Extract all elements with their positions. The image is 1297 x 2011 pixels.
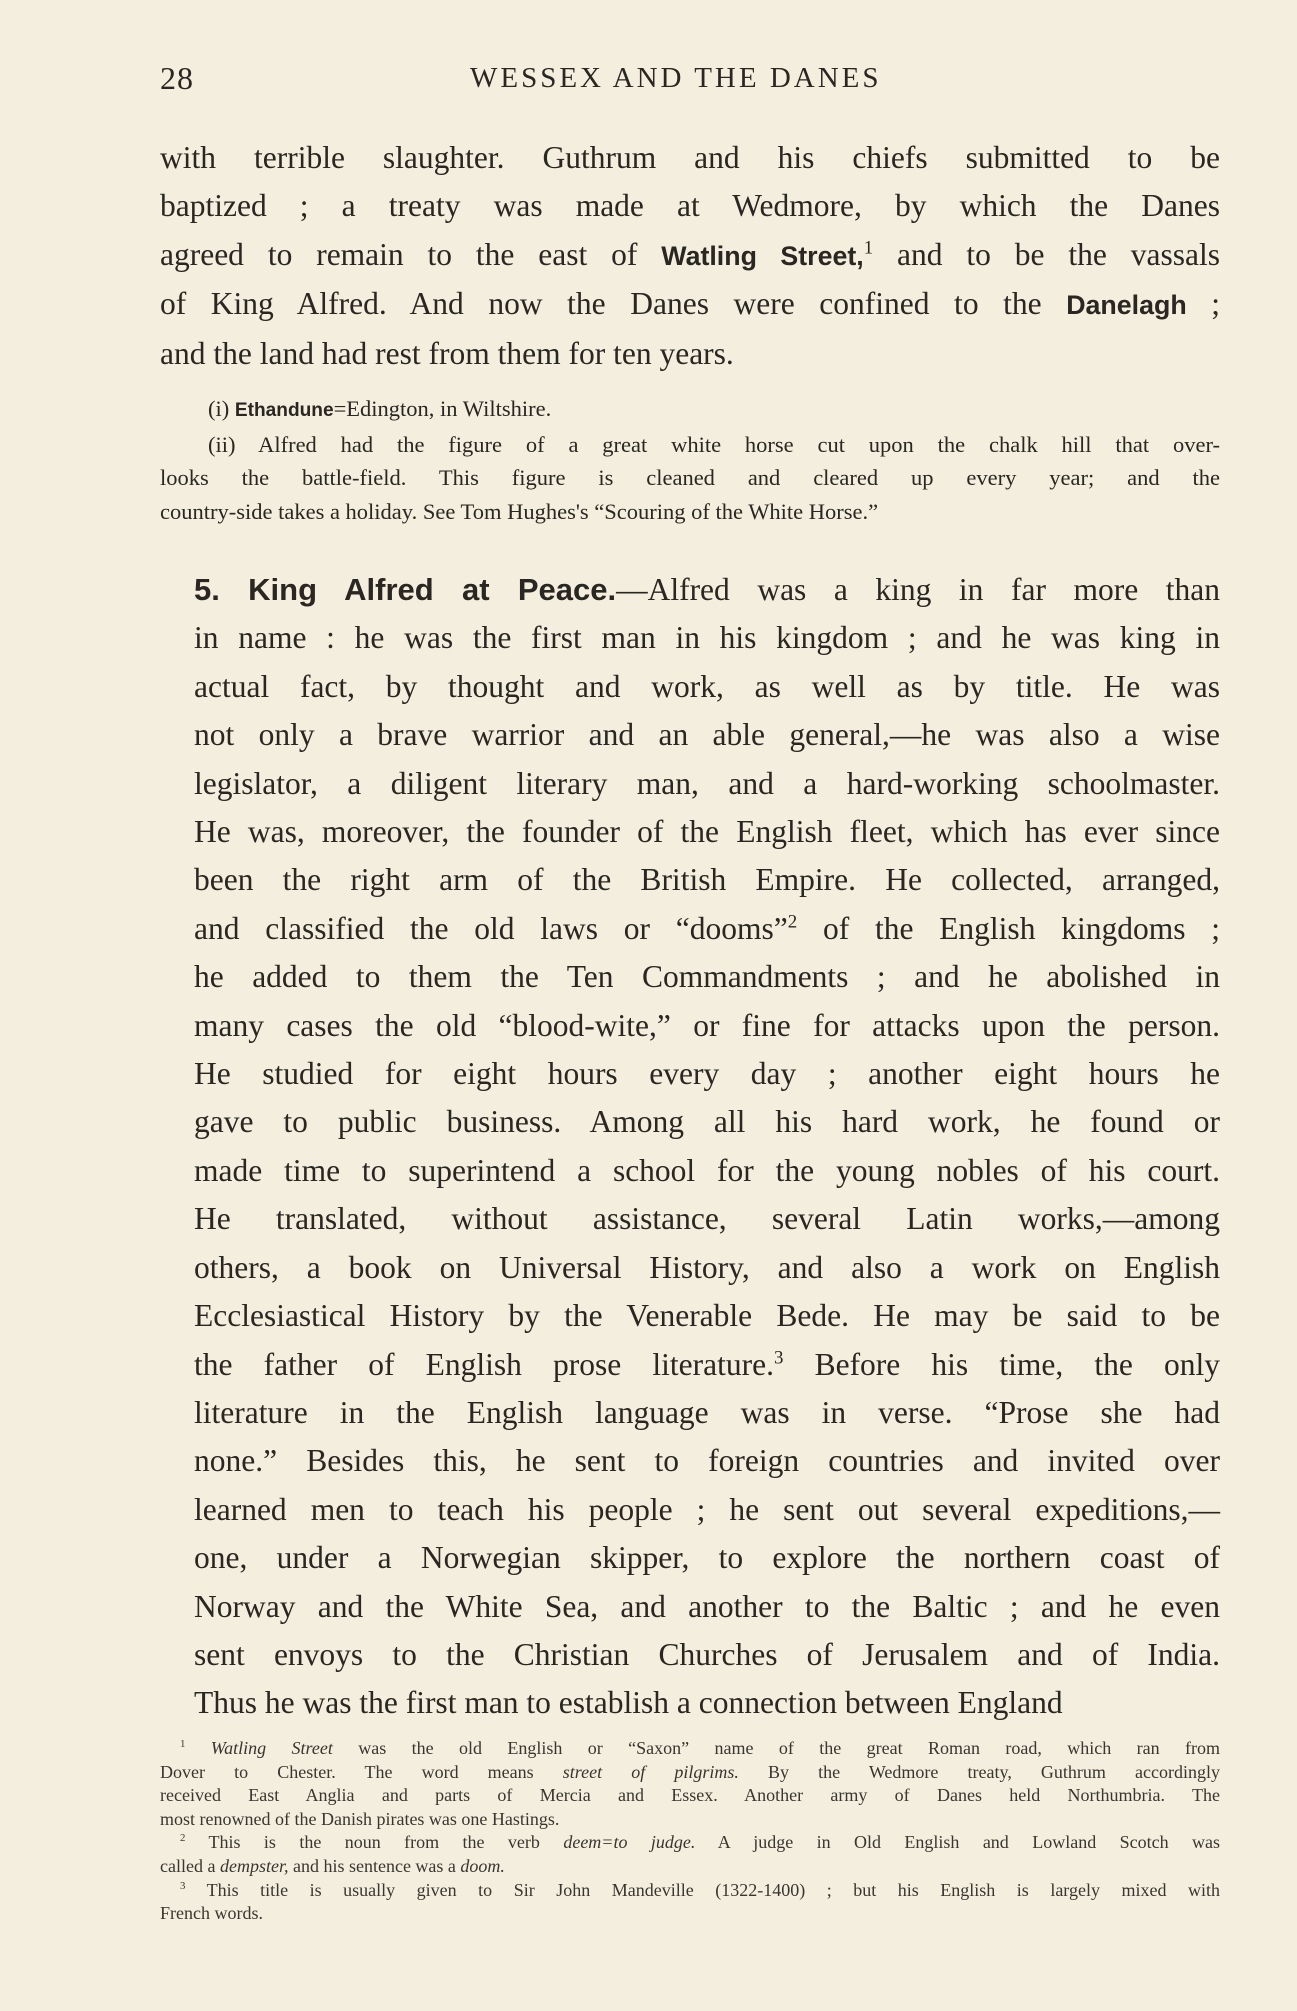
text-line: actual fact, by thought and work, as well as by title. He was <box>194 668 1220 704</box>
text-line: literature in the English language was in verse. “Prose she had <box>194 1394 1220 1430</box>
page-number: 28 <box>160 60 194 96</box>
running-title: WESSEX AND THE DANES <box>470 62 882 94</box>
text-line: He studied for eight hours every day ; another eight hours he <box>194 1056 1220 1092</box>
footnotes <box>160 1737 1220 1926</box>
text-line: Thus he was the first man to establish a connection between England <box>194 1685 1063 1721</box>
footnote-1-line: Dover to Chester. The word means street of pilgrims. By the Wedmore treaty, Guthrum accordingly <box>160 1761 1220 1782</box>
text-line: 5. King Alfred at Peace.—Alfred was a king in far more than <box>194 572 1220 607</box>
text-line: legislator, a diligent literary man, and a hard-working schoolmaster. <box>194 765 1220 801</box>
text-line: been the right arm of the British Empire. He collected, arranged, <box>194 862 1220 898</box>
paragraph-guthrum-treaty <box>160 134 1220 378</box>
text-line: baptized ; a treaty was made at Wedmore, by which the Danes <box>160 188 1220 224</box>
text-line: one, under a Norwegian skipper, to explore the northern coast of <box>194 1540 1220 1576</box>
margin-notes <box>160 392 1220 528</box>
text-line: none.” Besides this, he sent to foreign countries and invited over <box>194 1443 1220 1479</box>
term-ethandune: Ethandune <box>234 400 334 421</box>
text-line: made time to superintend a school for the young nobles of his court. <box>194 1152 1220 1188</box>
text-line: the father of English prose literature.$^3$ Before his time, the only <box>194 1346 1220 1382</box>
note-i: (i) Ethandune=Edington, in Wiltshire. <box>208 396 552 421</box>
footnote-1-line: received East Anglia and parts of Mercia and Essex. Another army of Danes held Northumbria. The <box>160 1785 1220 1806</box>
text-line: Norway and the White Sea, and another to the Baltic ; and he even <box>194 1588 1220 1624</box>
text-line: sent envoys to the Christian Churches of Jerusalem and of India. <box>194 1636 1220 1672</box>
footnote-2: $^2$ This is the noun from the verb deem=to judge. A judge in Old English and Lowland Scotch was <box>180 1832 1220 1853</box>
footnote-1: $^1$ Watling Street was the old English or “Saxon” name of the great Roman road, which ran from <box>180 1738 1221 1758</box>
footnote-ref-3: 3 <box>773 1347 784 1368</box>
term-danelagh: Danelagh <box>1066 290 1187 321</box>
text-line: and classified the old laws or “dooms”$^2$ of the English kingdoms ; <box>194 910 1220 946</box>
text-line: in name : he was the first man in his kingdom ; and he was king in <box>194 620 1220 656</box>
text-line: not only a brave warrior and an able general,—he was also a wise <box>194 717 1220 753</box>
text-line: He translated, without assistance, several Latin works,—among <box>194 1201 1220 1237</box>
text-line: and the land had rest from them for ten years. <box>160 335 734 371</box>
text-line: with terrible slaughter. Guthrum and his chiefs submitted to be <box>160 140 1220 175</box>
section-heading: 5. King Alfred at Peace. <box>194 572 617 607</box>
text-line: many cases the old “blood-wite,” or fine for attacks upon the person. <box>194 1007 1220 1043</box>
text-line: agreed to remain to the east of Watling Street,$^1$ and to be the vassals <box>160 236 1221 272</box>
section-alfred-at-peace <box>160 566 1220 1728</box>
term-watling-street: Watling Street, <box>661 240 864 271</box>
text-line: he added to them the Ten Commandments ; and he abolished in <box>194 959 1220 995</box>
note-ii-line: (ii) Alfred had the figure of a great white horse cut upon the chalk hill that over- <box>208 431 1220 457</box>
footnote-3: $^3$ This title is usually given to Sir John Mandeville (1322-1400) ; but his English is largely mixed with <box>180 1879 1220 1900</box>
footnote-3-line: French words. <box>160 1903 263 1924</box>
page-header <box>160 60 1220 100</box>
footnote-2-line: called a dempster, and his sentence was a doom. <box>160 1855 505 1876</box>
text-line: of King Alfred. And now the Danes were confined to the Danelagh ; <box>160 286 1221 322</box>
text-line: Ecclesiastical History by the Venerable Bede. He may be said to be <box>194 1298 1220 1334</box>
note-ii-line: country-side takes a holiday. See Tom Hughes's “Scouring of the White Horse.” <box>160 498 879 524</box>
text-line: learned men to teach his people ; he sent out several expeditions,— <box>194 1491 1220 1527</box>
note-ii-line: looks the battle-field. This figure is cleaned and cleared up every year; and the <box>160 465 1220 490</box>
footnote-ref-2: 2 <box>787 911 798 933</box>
footnote-ref-1: 1 <box>863 237 874 259</box>
text-line: He was, moreover, the founder of the English fleet, which has ever since <box>194 814 1220 850</box>
text-line: others, a book on Universal History, and also a work on English <box>194 1249 1220 1285</box>
footnote-1-line: most renowned of the Danish pirates was one Hastings. <box>160 1808 560 1829</box>
text-line: gave to public business. Among all his hard work, he found or <box>194 1104 1220 1140</box>
